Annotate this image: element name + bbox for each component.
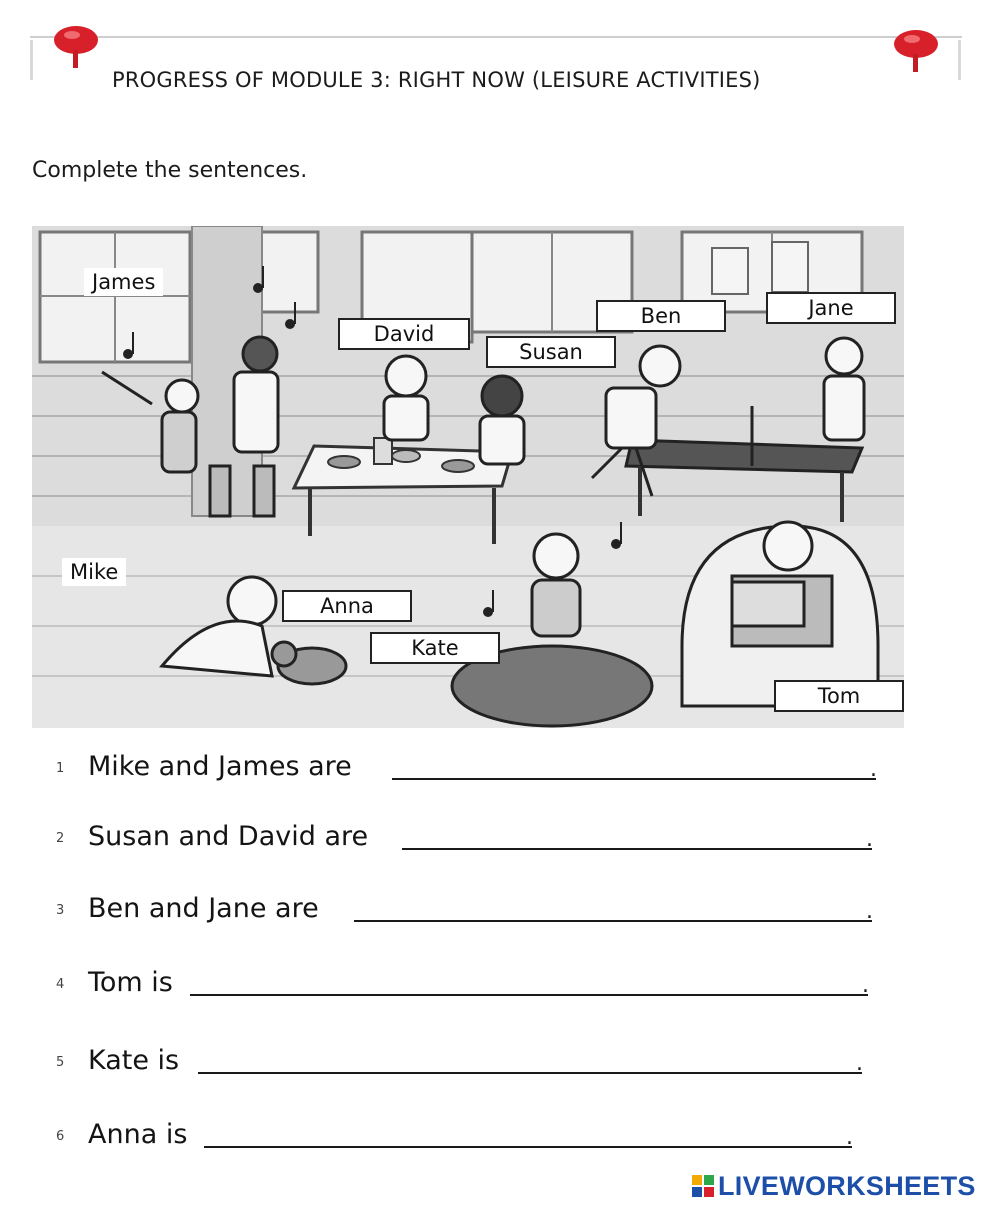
label-susan: Susan bbox=[486, 336, 616, 368]
sentence-stem: Anna is bbox=[88, 1119, 188, 1150]
pushpin-icon bbox=[890, 26, 942, 78]
label-mike: Mike bbox=[62, 558, 126, 586]
sentence-period: . bbox=[856, 1051, 863, 1076]
label-anna: Anna bbox=[282, 590, 412, 622]
sentence-number: 3 bbox=[56, 903, 65, 918]
sentence-item bbox=[56, 818, 886, 858]
answer-field-6[interactable] bbox=[204, 1118, 852, 1148]
leisure-activities-illustration bbox=[32, 226, 904, 728]
sentence-item bbox=[56, 964, 886, 1004]
sentence-number: 6 bbox=[56, 1129, 65, 1144]
sentence-stem: Tom is bbox=[88, 967, 173, 998]
sentence-item bbox=[56, 890, 886, 930]
label-james: James bbox=[84, 268, 163, 296]
answer-field-2[interactable] bbox=[402, 820, 872, 850]
pushpin-icon bbox=[50, 22, 102, 74]
sentence-item bbox=[56, 1116, 886, 1156]
sentence-period: . bbox=[866, 899, 873, 924]
answer-field-5[interactable] bbox=[198, 1044, 862, 1074]
label-kate: Kate bbox=[370, 632, 500, 664]
brand-name: LIVEWORKSHEETS bbox=[718, 1170, 976, 1201]
page-title: PROGRESS OF MODULE 3: RIGHT NOW (LEISURE ACTIVITIES) bbox=[112, 68, 761, 92]
answer-field-1[interactable] bbox=[392, 750, 876, 780]
sentence-period: . bbox=[846, 1125, 853, 1150]
sentence-period: . bbox=[870, 757, 877, 782]
sentence-number: 5 bbox=[56, 1055, 65, 1070]
sentence-period: . bbox=[862, 973, 869, 998]
sentence-stem: Ben and Jane are bbox=[88, 893, 319, 924]
label-jane: Jane bbox=[766, 292, 896, 324]
answer-field-3[interactable] bbox=[354, 892, 872, 922]
sentence-item bbox=[56, 1042, 886, 1082]
sentence-stem: Kate is bbox=[88, 1045, 180, 1076]
label-tom: Tom bbox=[774, 680, 904, 712]
liveworksheets-logo-icon bbox=[692, 1175, 714, 1197]
sentence-stem: Mike and James are bbox=[88, 751, 352, 782]
label-ben: Ben bbox=[596, 300, 726, 332]
label-david: David bbox=[338, 318, 470, 350]
answer-field-4[interactable] bbox=[190, 966, 868, 996]
instruction-text: Complete the sentences. bbox=[32, 158, 308, 183]
liveworksheets-brand[interactable] bbox=[692, 1170, 976, 1202]
sentence-period: . bbox=[866, 827, 873, 852]
sentence-number: 4 bbox=[56, 977, 65, 992]
sentence-number: 2 bbox=[56, 831, 65, 846]
sentence-number: 1 bbox=[56, 761, 65, 776]
sentence-item bbox=[56, 748, 886, 788]
sentence-stem: Susan and David are bbox=[88, 821, 369, 852]
